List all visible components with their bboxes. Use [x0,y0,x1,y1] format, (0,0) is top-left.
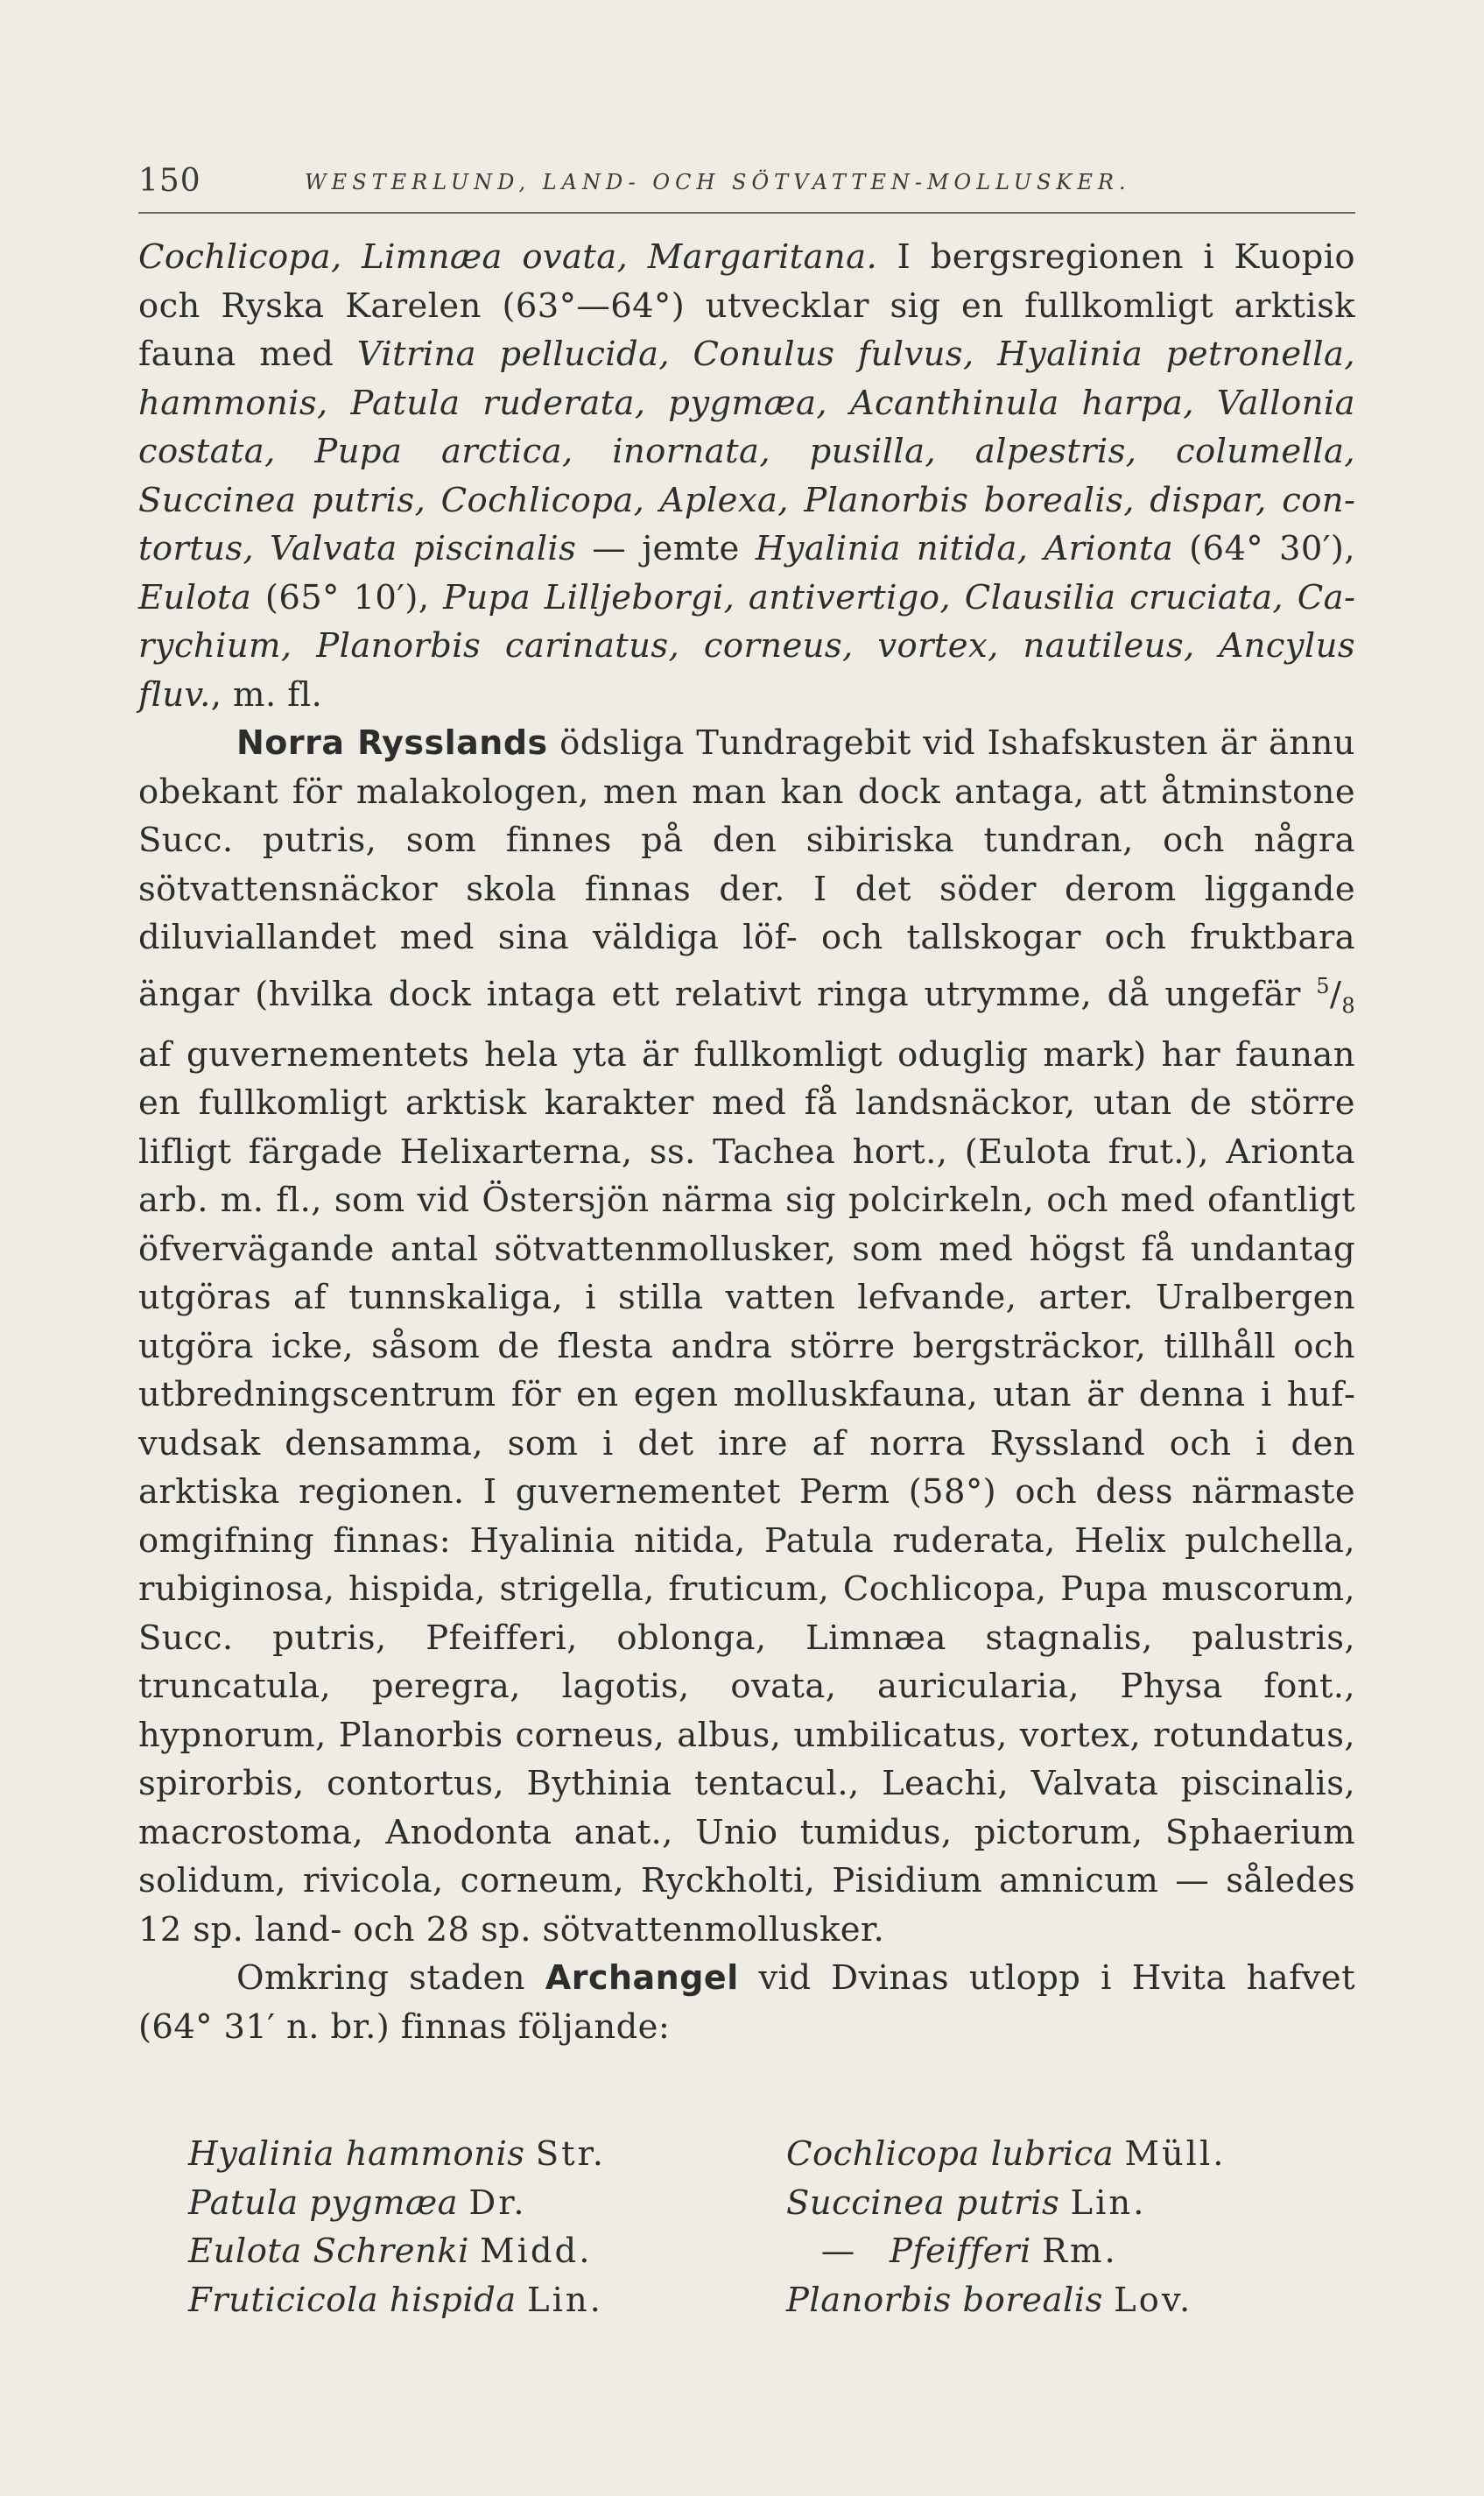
species-author: Str. [535,2134,607,2174]
paragraph-1 [138,233,1355,719]
species-author: Dr. [468,2182,527,2223]
header-rule [138,212,1355,214]
species-name: Pfeifferi [890,2232,1031,2271]
species-row [188,2179,1309,2228]
species-entry [786,2130,1227,2179]
text-run: (65° 10′), [251,577,444,617]
text-run: Omkring staden [236,1958,545,1999]
species-name: Succinea putris [786,2182,1060,2223]
ditto-dash: — [820,2232,855,2271]
species-author: Lov. [1114,2280,1193,2320]
species-name: Cochlicopa lubrica [786,2134,1115,2174]
section-lead: Archangel [545,1958,739,1998]
species-entry [786,2227,1118,2276]
species-entry [188,2227,592,2276]
page-number: 150 [138,163,201,199]
species-entry [188,2276,603,2325]
fraction-numerator: 5 [1316,973,1330,998]
species-entry [188,2179,527,2228]
page-header [138,156,1355,200]
fraction-denominator: 8 [1341,993,1355,1019]
text-run: (64° 30′), [1173,529,1355,568]
section-lead: Norra Rysslands [236,723,548,762]
species-row [188,2227,1309,2276]
species-list-inline: Eulota [138,577,252,617]
species-list-inline: Cochlicopa, Limnæa ovata, Margaritana. [138,237,878,277]
text-run: , m. fl. [210,674,323,715]
species-author: Müll. [1124,2134,1227,2174]
species-list-inline: Vitrina pellucida, Conulus fulvus, Hyalinia petronella, hammonis, Patula ruderata, pygmæa, Acanthinula harpa, Vallonia costata, Pupa arctica, inornata, pusilla, alpestris, columella, Succinea putris, Cochlicopa, Aplexa, Planorbis borealis, dispar, contortus, Valvata piscinalis [138,335,1355,568]
species-list-inline: Hyalinia nitida, Arionta [755,529,1174,568]
text-run: af guvernementets hela yta är fullkomligt oduglig mark) har faunan en fullkomligt arktisk karakter med få landsnäckor, utan de större lifligt färgade Helixarterna, ss. Tachea hort., (Eulota frut.), Arionta arb. m. fl., som vid Östersjön närma sig polcirkeln, och med ofantligt öfvervägande antal sötvattenmollusker, som med högst få undantag utgöras af tunnskaliga, i stilla vatten lefvande, arter. Uralbergen utgöra icke, såsom de flesta andra större bergsträckor, tillhåll och utbredningscentrum för en egen molluskfauna, utan är denna i hufvudsak densamma, som i det inre af norra Ryssland och i den arktiska regionen. I guvernementet Perm (58°) och dess närmaste omgifning finnas: Hyalinia nitida, Patula ruderata, Helix pulchella, rubiginosa, hispida, strigella, fruticum, Cochlicopa, Pupa muscorum, Succ. putris, Pfeifferi, oblonga, Limnæa stagnalis, palustris, truncatula, peregra, lagotis, ovata, auricularia, Physa font., hypnorum, Planorbis corneus, albus, umbilicatus, vortex, rotundatus, spirorbis, contortus, Bythinia tentacul., Leachi, Valvata piscinalis, macrostoma, Anodonta anat., Unio tumidus, pictorum, Sphaerium solidum, rivicola, corneum, Ryckholti, Pisidium amnicum — således 12 sp. land- och 28 sp. sötvattenmollusker. [138,1034,1355,1950]
species-entry [188,2130,606,2179]
species-name: Hyalinia hammonis [188,2134,525,2174]
text-run: vid Dvinas utlopp i Hvita hafvet (64° 31′ n. br.) finnas följande: [138,1958,1355,2047]
species-entry [786,2179,1146,2228]
text-run: ödsliga Tundragebit vid Ishafskusten är ännu obekant för malakologen, men man kan dock antaga, att åtminstone Succ. putris, som finnes på den sibiriska tundran, och några sötvattensnäckor skola finnas der. I det söder derom liggande diluviallandet med sina väldiga löf- och tallskogar och fruktbara ängar (hvilka dock intaga ett relativt ringa utrymme, då ungefär [138,723,1355,1014]
species-row [188,2130,1309,2179]
species-author: Rm. [1042,2232,1118,2271]
species-name: Planorbis borealis [786,2280,1103,2320]
species-name: Fruticicola hispida [188,2280,517,2320]
paragraph-3 [138,1954,1355,2051]
text-run: — jemte [576,529,756,568]
text-run: I bergsregionen i Kuopio och Ryska Karelen (63°—64°) utvecklar sig en fullkomligt arktisk fauna med [138,237,1355,374]
species-author: Lin. [1070,2182,1147,2223]
species-list [188,2130,1309,2324]
species-name: Eulota Schrenki [188,2232,469,2271]
body-text [138,233,1355,2051]
species-name: Patula pygmæa [188,2182,459,2223]
species-list-inline: Pupa Lilljeborgi, antivertigo, Clausilia cruciata, Carychium, Planorbis carinatus, corneus, vortex, nautileus, Ancylus fluv. [138,577,1355,715]
species-entry [786,2276,1192,2325]
species-author: Lin. [527,2280,603,2320]
paragraph-2: Norra Rysslands ödsliga Tundragebit vid Ishafskusten är ännu obekant för malakologen, men man kan dock antaga, att åtminstone Succ. putris, som finnes på den sibiriska tundran, och några sötvattensnäckor skola finnas der. I det söder derom liggande diluviallandet med sina väldiga löf- och tallskogar och fruktbara ängar (hvilka dock intaga ett relativt ringa utrymme, då ungefär $^5/_8$ af guvernementets hela yta är fullkomligt oduglig mark) har faunan en fullkomligt arktisk karakter med få landsnäckor, utan de större lifligt färgade Helixarterna, ss. Tachea hort., (Eulota frut.), Arionta arb. m. fl., som vid Östersjön närma sig polcirkeln, och med ofantligt öfvervägande antal sötvattenmollusker, som med högst få undantag utgöras af tunnskaliga, i stilla vatten lefvande, arter. Uralbergen utgöra icke, såsom de flesta andra större bergsträckor, tillhåll och utbredningscentrum för en egen molluskfauna, utan är denna i hufvudsak densamma, som i det inre af norra Ryssland och i den arktiska regionen. I guvernementet Perm (58°) och dess närmaste omgifning finnas: Hyalinia nitida, Patula ruderata, Helix pulchella, rubiginosa, hispida, strigella, fruticum, Cochlicopa, Pupa muscorum, Succ. putris, Pfeifferi, oblonga, Limnæa stagnalis, palustris, truncatula, peregra, lagotis, ovata, auricularia, Physa font., hypnorum, Planorbis corneus, albus, umbilicatus, vortex, rotundatus, spirorbis, contortus, Bythinia tentacul., Leachi, Valvata piscinalis, macrostoma, Anodonta anat., Unio tumidus, pictorum, Sphaerium solidum, rivicola, corneum, Ryckholti, Pisidium amnicum — således 12 sp. land- och 28 sp. sötvattenmollusker. [138,723,1355,1950]
species-row [188,2276,1309,2325]
running-title: WESTERLUND, LAND- OCH SÖTVATTEN-MOLLUSKER. [305,170,1131,194]
species-author: Midd. [480,2232,593,2271]
